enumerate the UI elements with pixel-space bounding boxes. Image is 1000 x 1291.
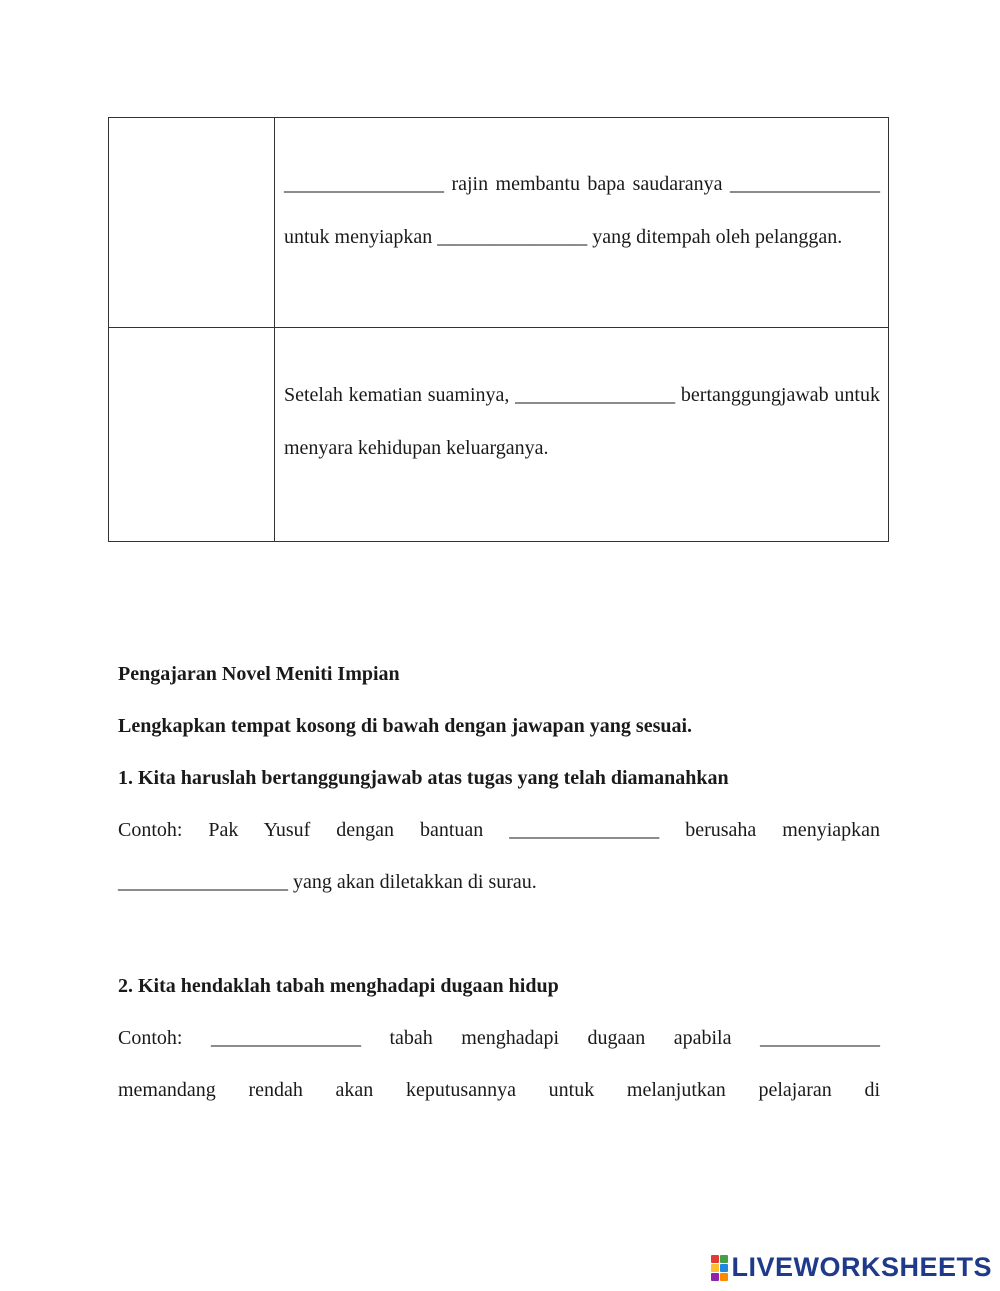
answer-cell[interactable]	[109, 328, 275, 542]
section-title: Pengajaran Novel Meniti Impian	[118, 663, 400, 685]
spacer	[118, 908, 880, 960]
table-row	[109, 118, 889, 328]
lesson-section	[118, 648, 880, 1116]
instruction-text: Lengkapkan tempat kosong di bawah dengan jawapan yang sesuai.	[118, 715, 693, 737]
logo-blocks-icon	[711, 1255, 728, 1281]
answer-cell[interactable]	[109, 118, 275, 328]
statement-text: Setelah kematian suaminya, ________________ bertanggungjawab untuk menyara kehidupan keluarganya.	[284, 384, 880, 459]
example-line: memandang rendah akan keputusannya untuk melanjutkan pelajaran di	[118, 1079, 880, 1101]
item-heading: 1. Kita haruslah bertanggungjawab atas tugas yang telah diamanahkan	[118, 767, 729, 789]
table-row	[109, 328, 889, 542]
example-line: _________________ yang akan diletakkan di surau.	[118, 871, 537, 893]
statement-text: ________________ rajin membantu bapa saudaranya _______________ untuk menyiapkan _______________ yang ditempah oleh pelanggan.	[284, 173, 880, 248]
answer-table	[108, 117, 889, 542]
liveworksheets-logo	[711, 1252, 992, 1283]
logo-text: LIVEWORKSHEETS	[731, 1252, 992, 1282]
statement-cell	[275, 118, 889, 328]
example-line: Contoh: Pak Yusuf dengan bantuan _______________ berusaha menyiapkan	[118, 819, 880, 841]
statement-cell	[275, 328, 889, 542]
item-heading: 2. Kita hendaklah tabah menghadapi dugaan hidup	[118, 975, 559, 997]
example-line: Contoh: _______________ tabah menghadapi dugaan apabila ____________	[118, 1027, 880, 1049]
